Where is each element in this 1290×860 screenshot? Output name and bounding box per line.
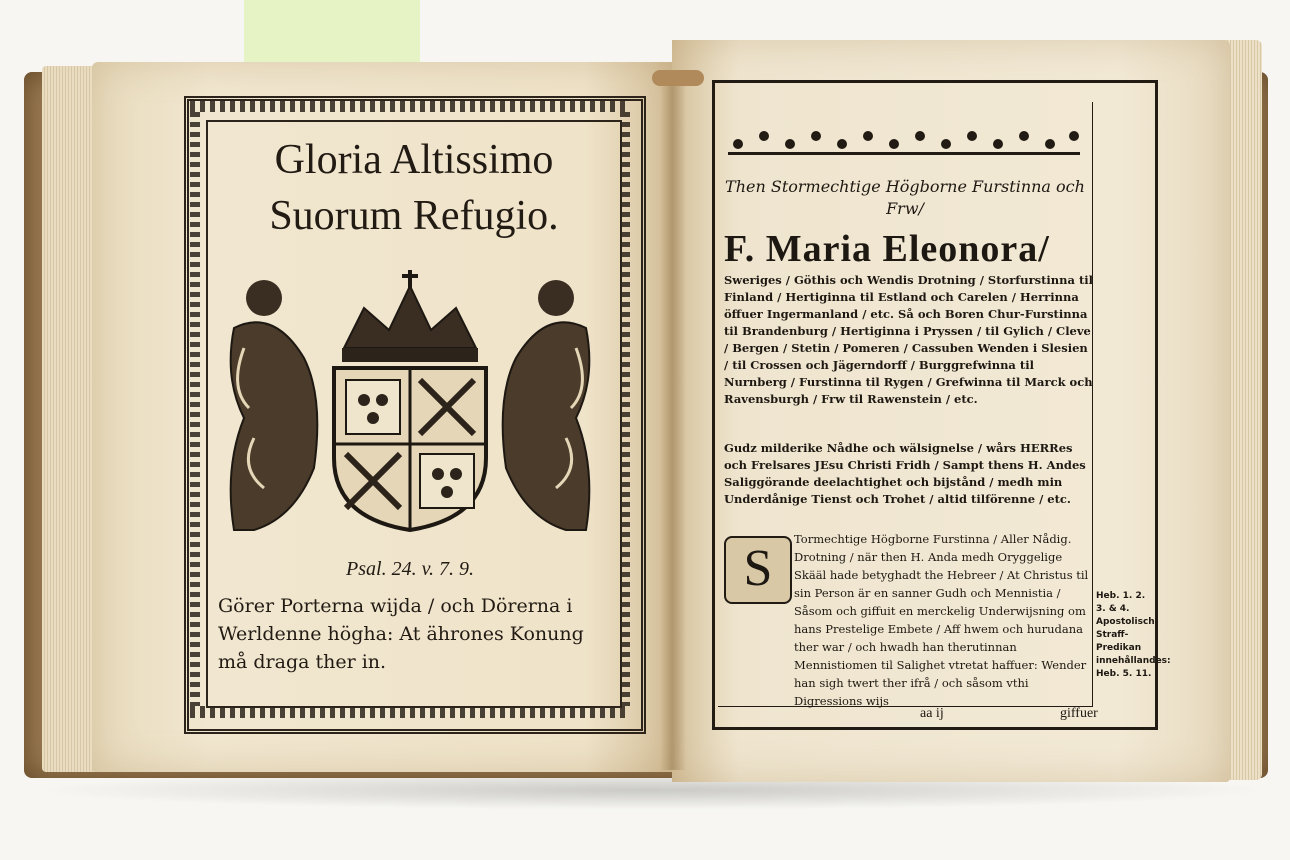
address-paragraph: Tormechtige Högborne Furstinna / Aller Nådig. Drotning / när then H. Anda medh Oryggelige Skääl hade betyghadt the Hebreer / At Christus til sin Person är en sanner Gudh och Mennistia / Såsom och giffuit en merckelig Underwijsning om hans Prestelige Embete / Aff hwem och hurudana ther war / och hwadh han therutinnan Mennistiomen til Salighet vtretat haffuer: Wender han sigh twert ther ifrå / och såsom vthi Digressions wijs	[794, 532, 1089, 708]
psalm-reference: Psal. 24. v. 7. 9.	[346, 558, 474, 580]
ornament-border-top	[190, 100, 630, 112]
ornament-border-left	[190, 112, 200, 706]
sticky-note	[244, 0, 420, 67]
catchword: giffuer	[1060, 706, 1098, 721]
decorated-initial: S	[724, 536, 792, 604]
book-gutter	[660, 70, 686, 770]
dedication-heading: Then Stormechtige Högborne Furstinna och Frw/	[725, 177, 1085, 218]
blessing-paragraph: Gudz milderike Nådhe och wälsignelse / wårs HERRes och Frelsares JEsu Christi Fridh / Sampt thens H. Andes Saliggörande deelachtighet och bijstånd / medh min Underdånige Tienst och Trohet / altid tilförenne / etc.	[724, 441, 1086, 506]
dedicatee-titles: Sweriges / Göthis och Wendis Drotning / Storfurstinna til Finland / Hertiginna til Estland och Carelen / Herrinna öffuer Ingermanland / etc. Så och Boren Chur-Furstinna til Brandenburg / Hertiginna i Pryssen / til Gylich / Cleve / Bergen / Stetin / Pomeren / Cassuben Wenden i Slesien / til Crossen och Jägerndorff / Burggrefwinna til Nurnberg / Furstinna til Rygen / Grefwinna til Marck och Ravensburgh / Frw til Rawenstein / etc.	[724, 273, 1094, 406]
signature-mark: aa ij	[920, 706, 944, 721]
dedicatee-name: F. Maria Eleonora/	[724, 228, 1050, 270]
coat-of-arms-woodcut	[214, 268, 606, 540]
fleuron-ornament-band	[724, 124, 1084, 164]
psalm-verse: Görer Porterna wijda / och Dörerna i Werldenne högha: At ährones Konung må draga ther in.	[218, 595, 584, 673]
spine-headband	[652, 70, 704, 86]
page-title: Gloria Altissimo Suorum Refugio.	[269, 137, 559, 239]
margin-notes: Heb. 1. 2. 3. & 4. Apostolisch Straff-Predikan innehållandes: Heb. 5. 11.	[1096, 591, 1171, 679]
